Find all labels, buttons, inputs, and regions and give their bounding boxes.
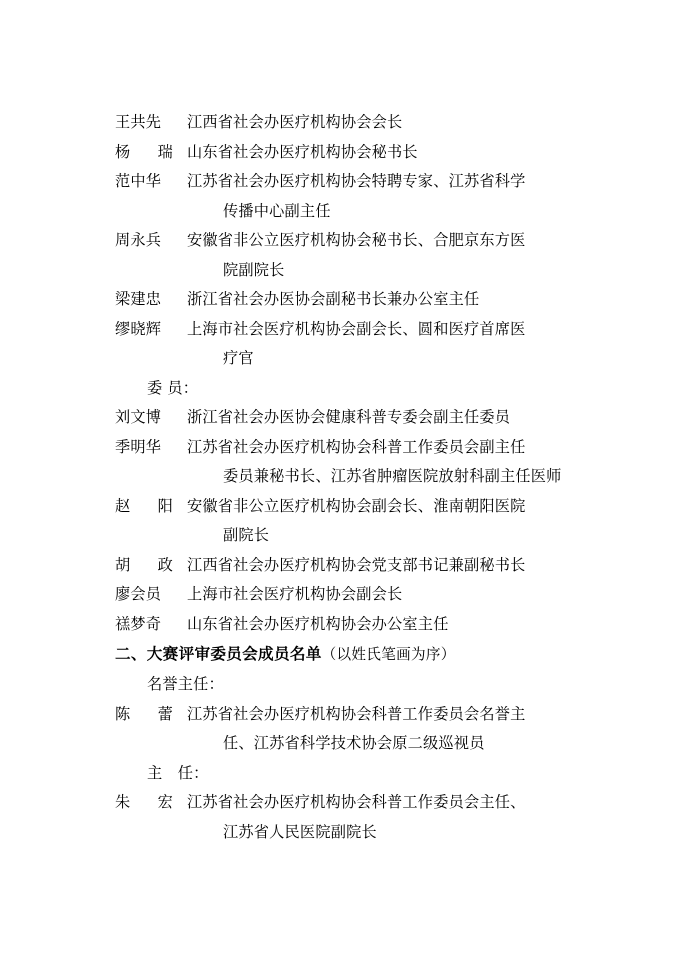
person-title: 山东省社会办医疗机构协会办公室主任 [187, 614, 449, 633]
person-title-cont: 副院长 [223, 526, 270, 544]
list-item [115, 167, 589, 226]
person-title: 江苏省社会办医疗机构协会科普工作委员会副主任 委员兼秘书长、江苏省肿瘤医院放射科副主任医师 [179, 433, 589, 492]
list-item [115, 226, 589, 285]
person-title: 浙江省社会办医协会健康科普专委会副主任委员 [187, 408, 511, 426]
list-item [115, 315, 589, 374]
member-list-top [115, 108, 589, 374]
honorary-chair-list [115, 700, 589, 759]
person-name: 季明华 [115, 437, 162, 456]
person-title: 安徽省非公立医疗机构协会秘书长、合肥京东方医 院副院长 [179, 226, 589, 285]
person-name: 杨 瑞 [115, 142, 173, 161]
person-title: 浙江省社会办医协会副秘书长兼办公室主任 [187, 290, 480, 308]
person-title-cont: 传播中心副主任 [223, 201, 331, 220]
person-name: 范中华 [115, 172, 162, 190]
section-heading-text: 二、大赛评审委员会成员名单 [115, 645, 322, 663]
person-title: 江西省社会办医疗机构协会会长 [187, 113, 403, 131]
person-name: 刘文博 [115, 408, 162, 426]
person-title: 江苏省社会办医疗机构协会科普工作委员会主任、 江苏省人民医院副院长 [179, 788, 589, 847]
list-item [115, 492, 589, 551]
person-title: 安徽省非公立医疗机构协会副会长、淮南朝阳医院 副院长 [179, 492, 589, 551]
list-item [115, 551, 589, 581]
section-heading-note: （以姓氏笔画为序） [321, 646, 456, 663]
chair-list [115, 788, 589, 847]
person-name: 陈 蕾 [115, 704, 173, 723]
person-name: 赵 阳 [115, 496, 173, 515]
chair-label: 主 任： [147, 763, 209, 782]
section-heading [115, 639, 589, 670]
person-title: 上海市社会医疗机构协会副会长 [187, 585, 403, 603]
list-item [115, 108, 589, 138]
person-name: 梁建忠 [115, 290, 162, 308]
person-title: 江苏省社会办医疗机构协会科普工作委员会名誉主 任、江苏省科学技术协会原二级巡视员 [179, 700, 589, 759]
list-item [115, 610, 589, 640]
person-name: 周永兵 [115, 231, 162, 249]
person-name: 朱 宏 [115, 793, 173, 811]
person-name: 缪晓辉 [115, 319, 162, 338]
person-name: 廖会员 [115, 585, 162, 603]
document-body [115, 108, 589, 847]
committee-members-label: 委 员： [147, 378, 199, 397]
person-title-cont: 江苏省人民医院副院长 [223, 822, 377, 841]
list-item [115, 403, 589, 433]
list-item [115, 700, 589, 759]
person-title: 山东省社会办医疗机构协会秘书长 [187, 142, 418, 161]
person-title: 上海市社会医疗机构协会副会长、圆和医疗首席医 疗官 [179, 315, 589, 374]
person-title: 江西省社会办医疗机构协会党支部书记兼副秘书长 [187, 555, 526, 574]
person-name: 胡 政 [115, 555, 173, 574]
list-item [115, 433, 589, 492]
list-item [115, 285, 589, 315]
person-name: 王共先 [115, 113, 162, 131]
member-list-committee [115, 403, 589, 639]
list-item [115, 580, 589, 610]
person-title-cont: 任、江苏省科学技术协会原二级巡视员 [223, 734, 485, 752]
person-title-cont: 委员兼秘书长、江苏省肿瘤医院放射科副主任医师 [223, 467, 562, 485]
list-item [115, 788, 589, 847]
person-title: 江苏省社会办医疗机构协会特聘专家、江苏省科学 传播中心副主任 [179, 167, 589, 226]
person-title-cont: 院副院长 [223, 260, 285, 279]
list-item [115, 138, 589, 168]
person-title-cont: 疗官 [223, 349, 254, 367]
honorary-chair-label: 名誉主任： [147, 675, 224, 693]
person-name: 禚梦奇 [115, 614, 162, 633]
